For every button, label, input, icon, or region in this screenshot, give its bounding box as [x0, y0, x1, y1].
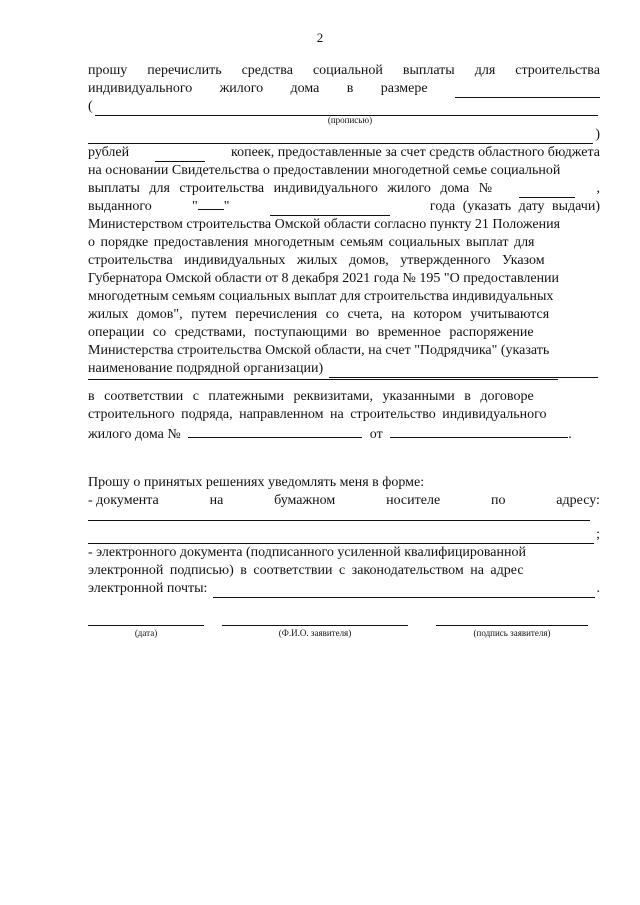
- paragraph-line: [88, 580, 600, 598]
- page-number: 2: [316, 30, 324, 45]
- paragraph-line: о порядке предоставления многодетным семьям социальных выплат для: [88, 235, 535, 250]
- word: - документа: [88, 493, 159, 508]
- word: рублей: [88, 145, 130, 160]
- word: дома: [290, 81, 320, 96]
- word: выплаты: [402, 63, 455, 78]
- date-signature-line[interactable]: [88, 625, 204, 626]
- amount-words-field[interactable]: [95, 102, 598, 116]
- text: электронной почты:: [88, 581, 208, 596]
- signature-line[interactable]: [436, 625, 588, 626]
- word: индивидуального: [88, 81, 193, 96]
- text: года (указать дату выдачи): [429, 199, 600, 214]
- paragraph-line: многодетным семьям социальных выплат для строительства индивидуальных: [88, 289, 554, 304]
- period: .: [568, 427, 572, 442]
- word: строительства: [515, 63, 600, 78]
- amount-field[interactable]: [455, 84, 600, 98]
- word: средства: [241, 63, 293, 78]
- close-paren: ): [595, 127, 600, 142]
- paragraph-line: строительного подряда, направленном на строительство индивидуального: [88, 407, 547, 422]
- paragraph-line: [88, 492, 600, 510]
- text: наименование подрядной организации): [88, 361, 324, 376]
- paragraph-line: [88, 424, 600, 442]
- word: по: [490, 493, 506, 508]
- paragraph-line: в соответствии с платежными реквизитами, указанными в договоре: [88, 389, 534, 404]
- fio-signature-line[interactable]: [222, 625, 408, 626]
- comma: ,: [596, 181, 600, 196]
- word: в: [346, 81, 354, 96]
- word: выданного: [88, 199, 152, 214]
- caption-propisyu: (прописью): [327, 115, 373, 125]
- paragraph-line: [88, 180, 600, 198]
- date-caption: (дата): [134, 628, 158, 638]
- paragraph-line: Министерством строительства Омской области согласно пункту 21 Положения: [88, 217, 561, 232]
- contract-date-field[interactable]: [390, 424, 568, 438]
- word: носителе: [386, 493, 441, 508]
- contractor-name-field-2[interactable]: [88, 379, 558, 380]
- paragraph-line: [88, 98, 600, 116]
- word: от: [369, 427, 383, 442]
- word: социальной: [312, 63, 383, 78]
- paragraph-line: Министерства строительства Омской области, на счет "Подрядчика" (указать: [88, 343, 550, 358]
- postal-address-field-2[interactable]: [88, 530, 594, 544]
- paragraph-line: Губернатора Омской области от 8 декабря 2021 года № 195 "О предоставлении: [88, 271, 560, 286]
- signature-caption: (подпись заявителя): [473, 628, 551, 638]
- paragraph-line: на основании Свидетельства о предоставлении многодетной семье социальной: [88, 163, 561, 178]
- paragraph-line: [88, 126, 600, 144]
- word: для: [474, 63, 496, 78]
- period: .: [596, 581, 600, 596]
- postal-address-field[interactable]: [88, 520, 590, 521]
- contract-number-field[interactable]: [188, 424, 362, 438]
- text: копеек, предоставленные за счет средств областного бюджета: [230, 145, 600, 160]
- paragraph-line: [88, 62, 600, 80]
- word: на: [209, 493, 224, 508]
- paragraph-line: жилых домов", путем перечисления со счета, на котором учитываются: [88, 307, 550, 322]
- word: прошу: [88, 63, 128, 78]
- day-quotes: " ": [192, 196, 229, 216]
- kopecks-field[interactable]: [155, 148, 205, 162]
- text: жилого дома №: [88, 427, 181, 442]
- paragraph-line: [88, 360, 600, 378]
- month-year-field[interactable]: [270, 202, 390, 216]
- word: перечислить: [147, 63, 222, 78]
- paragraph-line: операции со средствами, поступающими во временное распоряжение: [88, 325, 534, 340]
- paragraph-line: электронной подписью) в соответствии с законодательством на адрес: [88, 563, 524, 578]
- amount-words-field-2[interactable]: [88, 130, 593, 144]
- word: размере: [380, 81, 428, 96]
- contractor-name-field[interactable]: [329, 364, 598, 378]
- day-field[interactable]: [198, 196, 224, 210]
- paragraph-line: [88, 80, 600, 98]
- paragraph-line: Прошу о принятых решениях уведомлять меня в форме:: [88, 475, 425, 490]
- email-field[interactable]: [213, 584, 594, 598]
- paragraph-line: - электронного документа (подписанного усиленной квалифицированной: [88, 545, 526, 560]
- word: бумажном: [274, 493, 336, 508]
- semicolon: ;: [596, 527, 600, 542]
- word: жилого: [219, 81, 264, 96]
- paragraph-line: [88, 144, 600, 162]
- paragraph-line: строительства индивидуальных жилых домов, утвержденного Указом: [88, 253, 545, 268]
- certificate-number-field[interactable]: [519, 184, 575, 198]
- fio-caption: (Ф.И.О. заявителя): [278, 628, 352, 638]
- paragraph-line: [88, 526, 600, 544]
- word: адресу:: [556, 493, 600, 508]
- paragraph-line: [88, 198, 600, 216]
- text: выплаты для строительства индивидуального жилого дома №: [88, 181, 493, 196]
- open-paren: (: [88, 99, 93, 114]
